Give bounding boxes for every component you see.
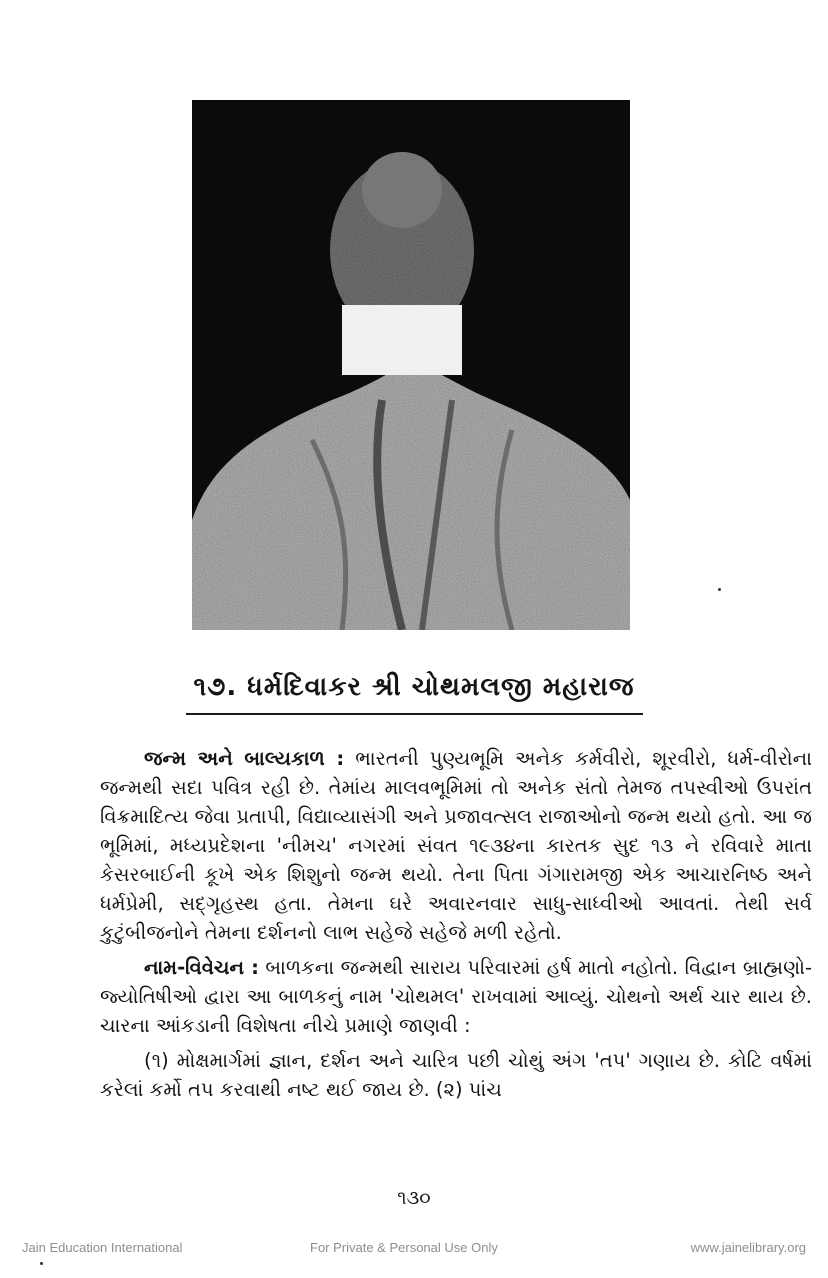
paragraph-lead: જન્મ અને બાલ્યકાળ :: [144, 747, 345, 770]
portrait-image: [192, 100, 630, 630]
footer-left-text: Jain Education International: [22, 1240, 183, 1255]
paragraph-birth-childhood: [100, 744, 812, 947]
paragraph-lead: નામ-વિવેચન :: [144, 956, 259, 979]
page-number: ૧૩૦: [397, 1187, 431, 1209]
paragraph-text: (૧) મોક્ષમાર્ગમાં જ્ઞાન, દર્શન અને ચારિત્ર પછી ચોથું અંગ 'તપ' ગણાય છે. કોટિ વર્ષમાં કરેલાં કર્મો તપ કરવાથી નષ્ટ થઈ જાય છે. (૨) પાંચ: [100, 1049, 812, 1101]
footer-website-link[interactable]: www.jainelibrary.org: [690, 1240, 806, 1255]
portrait-photo: [192, 100, 630, 630]
paragraph-significance: [100, 1046, 812, 1104]
paragraph-text: બાળકના જન્મથી સારાય પરિવારમાં હર્ષ માતો નહોતો. વિદ્વાન બ્રાહ્મણો-જ્યોતિષીઓ દ્વારા આ બાળકનું નામ 'ચોથમલ' રાખવામાં આવ્યું. ચોથનો અર્થ ચાર થાય છે. ચારના આંકડાની વિશેષતા નીચે પ્રમાણે જાણવી :: [100, 956, 812, 1037]
scan-speck: [40, 1262, 43, 1265]
footer-center-text: For Private & Personal Use Only: [310, 1240, 498, 1255]
article-body: [100, 744, 812, 1110]
scan-speck: [718, 588, 721, 591]
paragraph-text: ભારતની પુણ્યભૂમિ અનેક કર્મવીરો, શૂરવીરો, ધર્મ-વીરોના જન્મથી સદા પવિત્ર રહી છે. તેમાંય માલવભૂમિમાં તો અનેક સંતો તેમજ તપસ્વીઓ ઉપરાંત વિક્રમાદિત્ય જેવા પ્રતાપી, વિદ્યાવ્યાસંગી અને પ્રજાવત્સલ રાજાઓનો જન્મ થયો હતો. આ જ ભૂમિમાં, મધ્યપ્રદેશના 'નીમચ' નગરમાં સંવત ૧૯૩૪ના કારતક સુદ ૧૩ ને રવિવારે માતા કેસરબાઈની કૂખે એક શિશુનો જન્મ થયો. તેના પિતા ગંગારામજી એક આચારનિષ્ઠ અને ધર્મપ્રેમી, સદ્‌ગૃહસ્થ હતા. તેમના ઘરે અવારનવાર સાધુ-સાધ્વીઓ આવતાં. તેથી સર્વ કુટુંબીજનોને તેમના દર્શનનો લાભ સહેજે સહેજે મળી રહેતો.: [100, 747, 812, 944]
paragraph-name-analysis: [100, 953, 812, 1040]
title-underline: [186, 713, 643, 715]
chapter-title: ૧૭. ધર્મદિવાકર શ્રી ચોથમલજી મહારાજ: [193, 672, 635, 702]
page-footer: [22, 1240, 806, 1258]
